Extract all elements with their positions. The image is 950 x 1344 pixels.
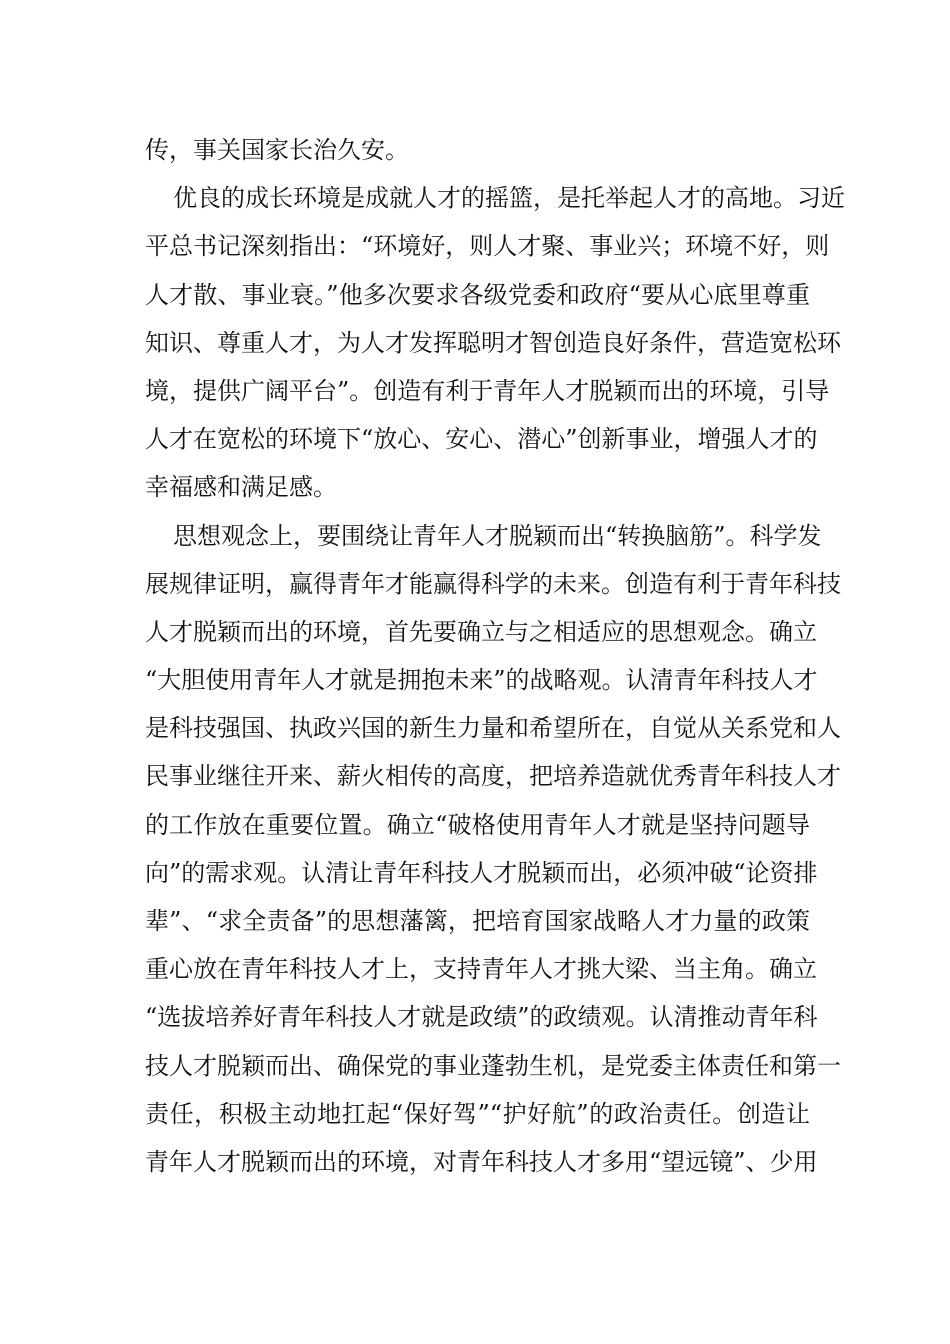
text-line: “大胆使用青年人才就是拥抱未来”的战略观。认清青年科技人才 — [145, 666, 818, 695]
text-line: “选拔培养好青年科技人才就是政绩”的政绩观。认清推动青年科 — [145, 1003, 818, 1032]
text-line: 传，事关国家长治久安。 — [145, 136, 409, 164]
text-line: 知识、尊重人才，为人才发挥聪明才智创造良好条件，营造宽松环 — [145, 328, 841, 357]
text-line: 的工作放在重要位置。确立“破格使用青年人才就是坚持问题导 — [145, 810, 810, 839]
document-body — [145, 126, 845, 1186]
text-line: 人才在宽松的环境下“放心、安心、潜心”创新事业，增强人才的 — [145, 425, 818, 454]
text-line: 辈”、“求全责备”的思想藩篱，把培育国家战略人才力量的政策 — [145, 907, 810, 935]
text-line: 责任，积极主动地扛起“保好驾”“护好航”的政治责任。创造让 — [145, 1099, 810, 1128]
text-line: 境，提供广阔平台”。创造有利于青年人才脱颖而出的环境，引导 — [145, 376, 830, 405]
text-line: 幸福感和满足感。 — [145, 473, 337, 502]
text-line: 思想观念上，要围绕让青年人才脱颖而出“转换脑筋”。科学发 — [173, 521, 822, 550]
text-line: 平总书记深刻指出：“环境好，则人才聚、事业兴；环境不好，则 — [145, 232, 830, 261]
text-line: 技人才脱颖而出、确保党的事业蓬勃生机，是党委主体责任和第一 — [145, 1051, 841, 1080]
text-line: 重心放在青年科技人才上，支持青年人才挑大梁、当主角。确立 — [145, 955, 817, 984]
text-line: 人才散、事业衰。”他多次要求各级党委和政府“要从心底里尊重 — [145, 280, 810, 309]
text-line: 青年人才脱颖而出的环境，对青年科技人才多用“望远镜”、少用 — [145, 1147, 818, 1176]
text-line: 人才脱颖而出的环境，首先要确立与之相适应的思想观念。确立 — [145, 617, 817, 646]
text-line: 展规律证明，赢得青年才能赢得科学的未来。创造有利于青年科技 — [145, 569, 841, 598]
text-line: 是科技强国、执政兴国的新生力量和希望所在，自觉从关系党和人 — [145, 714, 841, 743]
text-line: 向”的需求观。认清让青年科技人才脱颖而出，必须冲破“论资排 — [145, 858, 818, 887]
text-line: 优良的成长环境是成就人才的摇篮，是托举起人才的高地。习近 — [173, 184, 845, 213]
text-line: 民事业继往开来、薪火相传的高度，把培养造就优秀青年科技人才 — [145, 762, 841, 791]
